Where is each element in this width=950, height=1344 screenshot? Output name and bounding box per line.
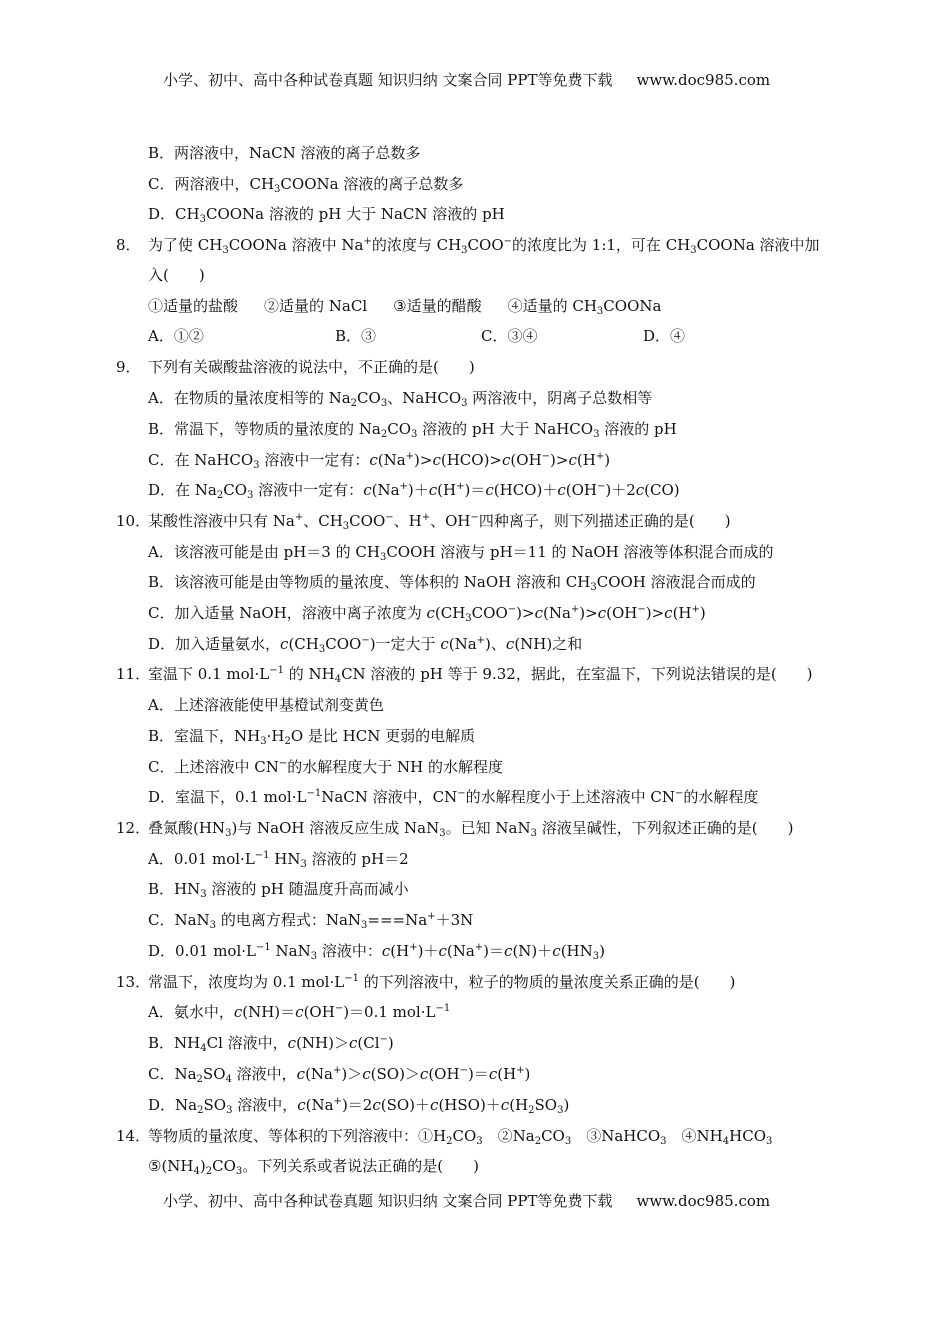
q12-option-a: A．0.01 $mol\cdot L^{-1}$ $HN_3$ 溶液的 pH＝2 — [148, 850, 409, 870]
q10-stem: 某酸性溶液中只有 Na+、$CH_3COO^-$、H+、OH−四种离子，则下列描述正确的是( ) — [148, 512, 731, 532]
q11-option-b: B．室温下，$NH_3\cdot H_2O$ 是比 HCN 更弱的电解质 — [148, 727, 476, 747]
q10-option-b: B．该溶液可能是由等物质的量浓度、等体积的 NaOH 溶液和 $CH_3COOH$ 溶液混合而成的 — [148, 573, 756, 593]
q7-option-d: D．$CH_3COONa$ 溶液的 pH 大于 NaCN 溶液的 pH — [148, 205, 505, 225]
q8-item-2: ②适量的 NaCl — [264, 297, 368, 315]
q13-number: 13． — [116, 973, 151, 991]
q11-option-d: D．室温下，0.1 $mol\cdot L^{-1}NaCN$ 溶液中，CN−的水解程度小于上述溶液中 CN−的水解程度 — [148, 788, 759, 806]
page-footer — [163, 1191, 770, 1211]
q7-option-b: B．两溶液中，NaCN 溶液的离子总数多 — [148, 144, 421, 162]
q13-option-c: C．$Na_2SO_4$ 溶液中，c(Na+)＞c(SO)＞c(OH−)＝c(H+) — [148, 1065, 531, 1085]
q10-number: 10． — [116, 512, 151, 530]
header-site: www.doc985.com — [636, 71, 771, 89]
q11-stem: 室温下 0.1 $mol\cdot L^{-1}$ 的 $NH_4CN$ 溶液的 pH 等于 9.32，据此，在室温下，下列说法错误的是( ) — [148, 665, 813, 685]
header-text: 小学、初中、高中各种试卷真题 知识归纳 文案合同 PPT等免费下载 — [163, 71, 613, 89]
q8-item-3: ③适量的醋酸 — [393, 297, 482, 315]
footer-site: www.doc985.com — [636, 1192, 771, 1210]
q9-option-c: C．在 NaHCO$_3$ 溶液中一定有：c(Na+)>c(HCO)>c(OH−)>c(H+) — [148, 451, 611, 471]
q9-stem: 下列有关碳酸盐溶液的说法中，不正确的是( ) — [148, 358, 475, 376]
q8-stem-cont: 入( ) — [148, 266, 205, 284]
q9-option-b: B．常温下，等物质的量浓度的 $Na_2CO_3$ 溶液的 pH 大于 NaHCO$_3$ 溶液的 pH — [148, 420, 677, 440]
q12-stem: 叠氮酸$(HN_3)$与 NaOH 溶液反应生成 NaN$_3$。已知 NaN$_3$ 溶液呈碱性，下列叙述正确的是( ) — [148, 819, 794, 839]
q8-number: 8． — [116, 236, 141, 254]
q8-option-a: A．①② — [148, 327, 204, 345]
q8-option-d: D．④ — [643, 327, 686, 345]
q8-item-1: ①适量的盐酸 — [148, 297, 239, 315]
q14-stem-cont: $⑤(NH_4)_2CO_3$。下列关系或者说法正确的是( ) — [148, 1157, 479, 1177]
page-header — [163, 70, 770, 90]
q8-stem: 为了使 $CH_3COONa$ 溶液中 Na+的浓度与 $CH_3COO^-$的浓度比为 1:1，可在 $CH_3COONa$ 溶液中加 — [148, 236, 820, 256]
q8-items — [148, 296, 661, 316]
q12-option-c: C．NaN$_3$ 的电离方程式：NaN$_3$===Na+＋3N — [148, 911, 474, 931]
q9-option-d: D．在 $Na_2CO_3$ 溶液中一定有：c(Na+)＋c(H+)＝c(HCO)＋c(OH−)＋2c(CO) — [148, 481, 680, 501]
q8-item-4: ④适量的 $CH_3COONa$ — [507, 297, 662, 317]
q10-option-c: C．加入适量 NaOH，溶液中离子浓度为 $c(CH_3COO^-)>c(Na^+)>c(OH^-)>c(H^+)$ — [148, 604, 706, 624]
footer-text: 小学、初中、高中各种试卷真题 知识归纳 文案合同 PPT等免费下载 — [163, 1192, 613, 1210]
q9-number: 9． — [116, 358, 141, 376]
q12-option-d: D．0.01 $mol\cdot L^{-1}$ NaN$_3$ 溶液中：$c(H^+)+c(Na^+)=c(N)+c(HN_3)$ — [148, 942, 605, 962]
q10-option-d: D．加入适量氨水，$c(CH_3COO^-)$一定大于 c(Na+)、c(NH)之和 — [148, 635, 583, 655]
q13-option-d: D．$Na_2SO_3$ 溶液中，$c(Na^+)=2c(SO)+c(HSO)+c(H_2SO_3)$ — [148, 1096, 570, 1116]
q12-number: 12． — [116, 819, 151, 837]
q14-stem: 等物质的量浓度、等体积的下列溶液中：$①H_2CO_3$ $②Na_2CO_3$ ③NaHCO$_3$ $④NH_4HCO_3$ — [148, 1127, 773, 1147]
q13-stem: 常温下，浓度均为 0.1 $mol\cdot L^{-1}$ 的下列溶液中，粒子的物质的量浓度关系正确的是( ) — [148, 973, 736, 991]
q11-option-a: A．上述溶液能使甲基橙试剂变黄色 — [148, 696, 384, 714]
q8-option-b: B．③ — [335, 327, 377, 345]
q11-option-c: C．上述溶液中 CN−的水解程度大于 NH 的水解程度 — [148, 758, 503, 776]
q14-number: 14． — [116, 1127, 151, 1145]
q10-option-a: A．该溶液可能是由 pH＝3 的 $CH_3COOH$ 溶液与 pH＝11 的 NaOH 溶液等体积混合而成的 — [148, 543, 774, 563]
q7-option-c: C．两溶液中，$CH_3COONa$ 溶液的离子总数多 — [148, 175, 464, 195]
q8-option-c: C．③④ — [481, 327, 538, 345]
q9-option-a: A．在物质的量浓度相等的 $Na_2CO_3$、NaHCO$_3$ 两溶液中，阴离子总数相等 — [148, 389, 653, 409]
q13-option-b: B．$NH_4Cl$ 溶液中，c(NH)＞c(Cl−) — [148, 1034, 394, 1054]
q11-number: 11． — [116, 665, 151, 683]
q13-option-a: A．氨水中，c(NH)＝c(OH−)＝0.1 $mol\cdot L^{-1}$ — [148, 1003, 451, 1021]
q12-option-b: B．$HN_3$ 溶液的 pH 随温度升高而减小 — [148, 880, 409, 900]
